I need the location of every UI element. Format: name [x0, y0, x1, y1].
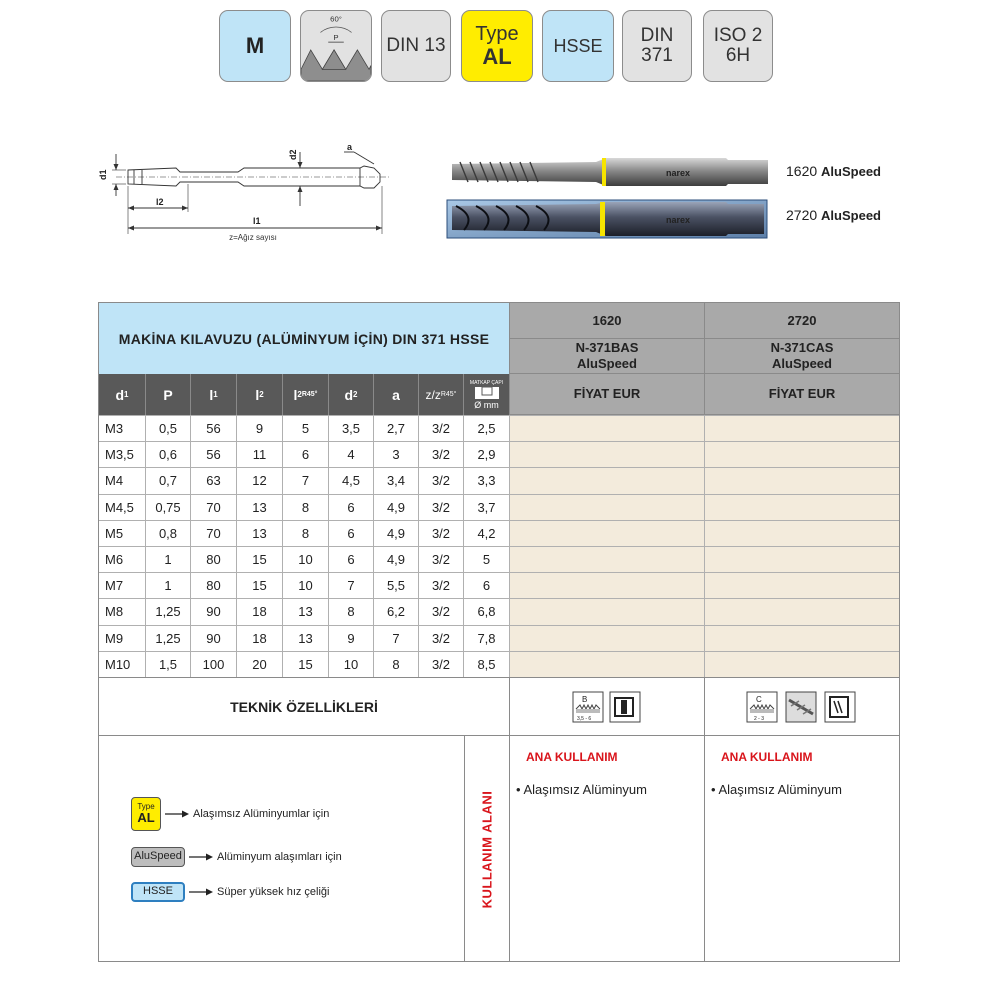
table-row — [99, 441, 899, 467]
cell-z: 3/2 — [419, 495, 464, 520]
cell-d1: M4,5 — [99, 495, 146, 520]
usage-1620-item: • Alaşımsız Alüminyum — [516, 782, 647, 797]
header-z — [419, 374, 464, 415]
cell-z: 3/2 — [419, 468, 464, 493]
header-l2-text: l — [255, 386, 260, 403]
legend-aluspeed-text: Alüminyum alaşımları için — [217, 851, 342, 863]
hsse-badge — [542, 10, 614, 82]
cell-drill: 8,5 — [464, 652, 510, 677]
cell-l2: 15 — [237, 547, 283, 572]
header-l2r-text: l — [293, 386, 298, 403]
cell-a: 8 — [374, 652, 419, 677]
cell-d1: M9 — [99, 626, 146, 651]
header-drill-unit: Ø mm — [474, 399, 499, 410]
brand-logo-2: narex — [666, 215, 691, 225]
legend-aluspeed — [131, 847, 342, 867]
cell-l2-r45: 8 — [283, 495, 329, 520]
cell-d2: 9 — [329, 626, 374, 651]
hsse-label: HSSE — [553, 35, 603, 56]
header-l1-sub: 1 — [213, 390, 218, 399]
cell-l2: 13 — [237, 495, 283, 520]
cell-p: 0,7 — [146, 468, 191, 493]
iso-bottom: 6H — [725, 45, 751, 66]
cell-l1: 70 — [191, 521, 237, 546]
thread-pitch-label: P — [333, 33, 339, 43]
type-al-badge — [461, 10, 533, 82]
col2-article-code: N-371CAS — [770, 340, 834, 356]
price-cell-2720 — [705, 599, 899, 624]
table-row — [99, 415, 899, 441]
cell-d1: M4 — [99, 468, 146, 493]
din371-badge — [622, 10, 692, 82]
cell-d1: M3,5 — [99, 442, 146, 467]
technical-icons-2720 — [705, 677, 899, 735]
price-cell-2720 — [705, 495, 899, 520]
cell-l2: 15 — [237, 573, 283, 598]
metric-thread-badge — [219, 10, 291, 82]
cell-l2-r45: 10 — [283, 573, 329, 598]
table-title: MAKİNA KILAVUZU (ALÜMİNYUM İÇİN) DIN 371 HSSE — [99, 303, 510, 374]
cell-drill: 5 — [464, 547, 510, 572]
cell-z: 3/2 — [419, 547, 464, 572]
drill-hole-icon — [473, 386, 501, 400]
cell-z: 3/2 — [419, 416, 464, 441]
cell-l1: 56 — [191, 442, 237, 467]
din13-badge — [381, 10, 451, 82]
price-cell-1620 — [510, 468, 705, 493]
price-cell-1620 — [510, 547, 705, 572]
table-row — [99, 651, 899, 677]
cell-p: 0,6 — [146, 442, 191, 467]
table-body — [99, 415, 899, 677]
legend-hsse-badge: HSSE — [131, 882, 185, 902]
cell-z: 3/2 — [419, 652, 464, 677]
header-drill-diameter — [464, 374, 510, 415]
header-d1 — [99, 374, 146, 415]
usage-2720-item: • Alaşımsız Alüminyum — [711, 782, 842, 797]
cell-l1: 80 — [191, 547, 237, 572]
cell-l2-r45: 5 — [283, 416, 329, 441]
price-cell-2720 — [705, 521, 899, 546]
header-l2-sub: 2 — [259, 390, 264, 399]
legend-hsse — [131, 882, 330, 902]
cell-p: 1,25 — [146, 626, 191, 651]
cell-l1: 63 — [191, 468, 237, 493]
din371-bottom: 371 — [641, 45, 673, 66]
cell-drill: 6 — [464, 573, 510, 598]
legend-type-al-badge — [131, 797, 161, 831]
cell-z: 3/2 — [419, 573, 464, 598]
cell-l2: 9 — [237, 416, 283, 441]
cell-l1: 100 — [191, 652, 237, 677]
price-cell-2720 — [705, 468, 899, 493]
type-label: Type — [475, 22, 519, 45]
header-p: P — [146, 374, 191, 415]
arrow-right-icon — [189, 887, 213, 897]
price-cell-1620 — [510, 652, 705, 677]
cell-drill: 3,3 — [464, 468, 510, 493]
cell-drill: 2,5 — [464, 416, 510, 441]
cell-z: 3/2 — [419, 442, 464, 467]
usage-area-label — [465, 735, 510, 962]
header-l2 — [237, 374, 283, 415]
usage-2720 — [705, 735, 899, 962]
product-name-1620: AluSpeed — [821, 164, 882, 179]
col1-code: 1620 — [510, 303, 705, 339]
cell-l2-r45: 13 — [283, 626, 329, 651]
arrow-right-icon — [189, 852, 213, 862]
cell-l1: 80 — [191, 573, 237, 598]
cell-p: 0,5 — [146, 416, 191, 441]
header-l2r-sub: 2 — [297, 390, 302, 399]
cell-l2: 20 — [237, 652, 283, 677]
cell-a: 3 — [374, 442, 419, 467]
header-drill-unit-text: mm — [483, 399, 499, 410]
table-row — [99, 520, 899, 546]
cell-d1: M7 — [99, 573, 146, 598]
header-z-text: z/z — [425, 387, 441, 402]
chamfer-range-b: 3,5 - 6 — [577, 715, 592, 722]
col1-article-code: N-371BAS — [575, 340, 639, 356]
col2-article-sub: AluSpeed — [772, 356, 832, 371]
drawing-caption: z=Ağız sayısı — [229, 233, 277, 242]
d2-label: d2 — [288, 149, 298, 160]
header-d1-text: d — [115, 386, 125, 403]
table-row — [99, 572, 899, 598]
cell-l2: 11 — [237, 442, 283, 467]
header-l1 — [191, 374, 237, 415]
cell-drill: 7,8 — [464, 626, 510, 651]
cell-drill: 2,9 — [464, 442, 510, 467]
product-label-1620 — [786, 163, 881, 179]
thread-angle-label: 60° — [330, 14, 342, 24]
cell-a: 4,9 — [374, 495, 419, 520]
cell-l2: 13 — [237, 521, 283, 546]
cell-l2-r45: 13 — [283, 599, 329, 624]
product-code-1620: 1620 — [786, 163, 818, 179]
tap-technical-drawing — [98, 140, 398, 245]
cell-drill: 4,2 — [464, 521, 510, 546]
cell-p: 1,25 — [146, 599, 191, 624]
header-d2-sub: 2 — [353, 390, 358, 399]
legend-aluspeed-badge: AluSpeed — [131, 847, 185, 867]
chamfer-range-c: 2 - 3 — [754, 715, 765, 722]
cell-d2: 3,5 — [329, 416, 374, 441]
cell-l2-r45: 10 — [283, 547, 329, 572]
cell-a: 5,5 — [374, 573, 419, 598]
cell-z: 3/2 — [419, 521, 464, 546]
cell-d2: 6 — [329, 521, 374, 546]
table-row — [99, 598, 899, 624]
a-label: a — [347, 142, 353, 152]
cell-l1: 56 — [191, 416, 237, 441]
price-cell-2720 — [705, 547, 899, 572]
product-code-2720: 2720 — [786, 207, 818, 223]
header-drill-top: MATKAP ÇAPI — [469, 379, 504, 386]
cell-l1: 70 — [191, 495, 237, 520]
l2-label: l2 — [156, 197, 164, 207]
cell-l1: 90 — [191, 599, 237, 624]
cell-d2: 4,5 — [329, 468, 374, 493]
din13-label: DIN 13 — [386, 35, 446, 57]
cell-a: 4,9 — [374, 547, 419, 572]
col1-price-header: FİYAT EUR — [510, 374, 705, 415]
iso-tolerance-badge — [703, 10, 773, 82]
cell-drill: 6,8 — [464, 599, 510, 624]
usage-area-text: KULLANIM ALANI — [479, 790, 495, 908]
cell-l2: 12 — [237, 468, 283, 493]
cell-d2: 6 — [329, 547, 374, 572]
cell-p: 1 — [146, 547, 191, 572]
usage-2720-title: ANA KULLANIM — [721, 750, 813, 764]
col2-price-header: FİYAT EUR — [705, 374, 899, 415]
type-value: AL — [482, 43, 512, 69]
legend-panel — [99, 735, 465, 962]
price-cell-2720 — [705, 626, 899, 651]
brand-logo-1: narex — [666, 168, 691, 178]
din371-top: DIN — [640, 25, 674, 47]
table-row — [99, 625, 899, 651]
cell-d2: 8 — [329, 599, 374, 624]
metric-label: M — [245, 33, 265, 59]
tap-2720-image — [447, 200, 767, 238]
tap-product-photos — [446, 150, 776, 240]
cell-d2: 6 — [329, 495, 374, 520]
usage-1620-title: ANA KULLANIM — [526, 750, 618, 764]
cell-z: 3/2 — [419, 599, 464, 624]
legend-type-al-text: Alaşımsız Alüminyumlar için — [193, 808, 330, 820]
thread-profile-badge — [300, 10, 372, 82]
price-cell-1620 — [510, 573, 705, 598]
chamfer-form-b-label: B — [582, 694, 588, 704]
cell-d1: M10 — [99, 652, 146, 677]
chamfer-form-c-icon — [746, 691, 858, 723]
legend-type-al — [131, 797, 329, 831]
col1-article — [510, 339, 705, 374]
cell-d2: 4 — [329, 442, 374, 467]
cell-d1: M6 — [99, 547, 146, 572]
table-row — [99, 546, 899, 572]
price-cell-1620 — [510, 599, 705, 624]
price-cell-2720 — [705, 573, 899, 598]
cell-a: 7 — [374, 626, 419, 651]
legend-type-value: AL — [137, 810, 155, 826]
cell-d1: M8 — [99, 599, 146, 624]
product-name-2720: AluSpeed — [821, 208, 882, 223]
legend-hsse-text: Süper yüksek hız çeliği — [217, 886, 330, 898]
price-cell-1620 — [510, 416, 705, 441]
cell-z: 3/2 — [419, 626, 464, 651]
price-cell-2720 — [705, 652, 899, 677]
cell-l2: 18 — [237, 599, 283, 624]
header-d1-sub: 1 — [124, 390, 129, 399]
thread-profile-icon — [300, 11, 372, 81]
arrow-right-icon — [165, 809, 189, 819]
technical-properties-title: TEKNİK ÖZELLİKLERİ — [99, 677, 510, 735]
header-d2 — [329, 374, 374, 415]
header-d2-text: d — [344, 386, 354, 403]
legend-type-label: Type — [137, 801, 155, 811]
price-cell-1620 — [510, 442, 705, 467]
technical-icons-1620 — [510, 677, 705, 735]
header-l2-r45 — [283, 374, 329, 415]
iso-top: ISO 2 — [713, 25, 763, 47]
cell-l2-r45: 7 — [283, 468, 329, 493]
price-cell-2720 — [705, 416, 899, 441]
chamfer-form-c-label: C — [756, 694, 762, 704]
cell-l2: 18 — [237, 626, 283, 651]
price-cell-1620 — [510, 521, 705, 546]
cell-d1: M5 — [99, 521, 146, 546]
header-a: a — [374, 374, 419, 415]
col2-code: 2720 — [705, 303, 899, 339]
cell-a: 6,2 — [374, 599, 419, 624]
l1-label: l1 — [253, 216, 261, 226]
cell-d2: 7 — [329, 573, 374, 598]
usage-1620 — [510, 735, 705, 962]
price-cell-2720 — [705, 442, 899, 467]
table-row — [99, 494, 899, 520]
cell-a: 2,7 — [374, 416, 419, 441]
cell-d2: 10 — [329, 652, 374, 677]
product-table — [98, 302, 900, 962]
cell-l2-r45: 6 — [283, 442, 329, 467]
price-cell-1620 — [510, 495, 705, 520]
chamfer-form-b-icon — [572, 691, 642, 723]
cell-l2-r45: 15 — [283, 652, 329, 677]
cell-p: 0,75 — [146, 495, 191, 520]
cell-p: 1,5 — [146, 652, 191, 677]
col1-article-sub: AluSpeed — [577, 356, 637, 371]
cell-a: 3,4 — [374, 468, 419, 493]
col2-article — [705, 339, 899, 374]
header-l1-text: l — [209, 386, 214, 403]
product-label-2720 — [786, 207, 881, 223]
cell-l2-r45: 8 — [283, 521, 329, 546]
cell-p: 0,8 — [146, 521, 191, 546]
cell-p: 1 — [146, 573, 191, 598]
cell-a: 4,9 — [374, 521, 419, 546]
header-z-sup: R45° — [440, 391, 457, 398]
cell-l1: 90 — [191, 626, 237, 651]
tap-1620-image — [452, 158, 768, 186]
table-row — [99, 467, 899, 493]
header-l2r-sup: R45° — [301, 391, 318, 398]
cell-drill: 3,7 — [464, 495, 510, 520]
d1-label: d1 — [98, 169, 108, 180]
cell-d1: M3 — [99, 416, 146, 441]
price-cell-1620 — [510, 626, 705, 651]
